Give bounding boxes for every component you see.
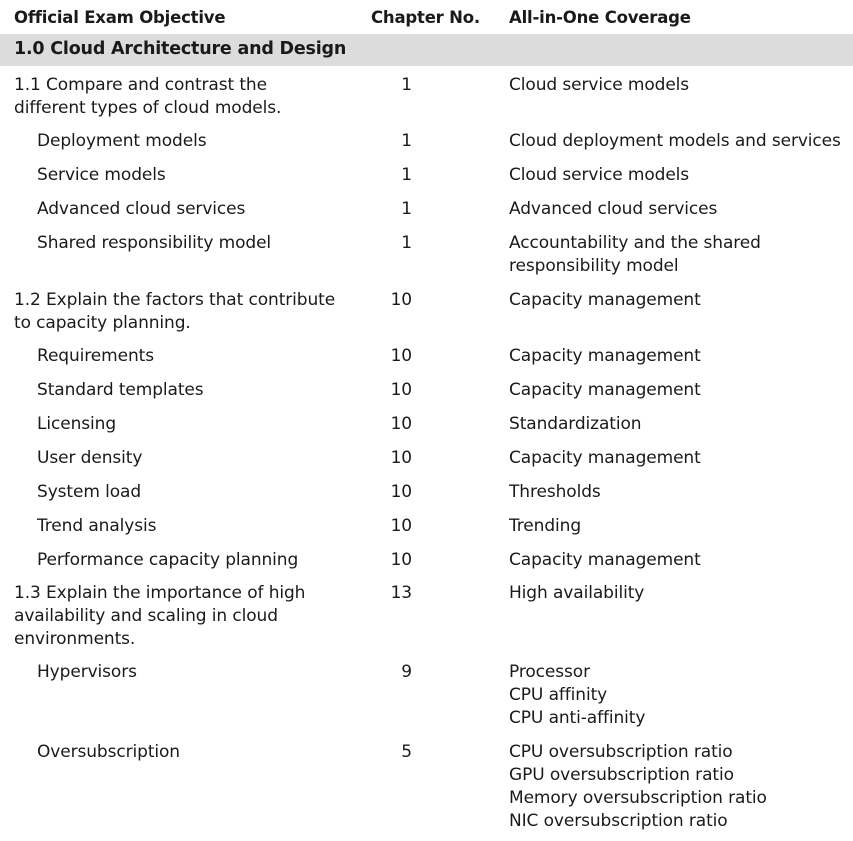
coverage-line: CPU anti-affinity [509,708,646,728]
chapter-cell: 10 [390,550,412,570]
table-row [0,74,853,130]
table-row [0,515,853,549]
objective-cell: 1.3 Explain the importance of high availability and scaling in cloud environments. [14,583,306,649]
chapter-cell: 10 [390,482,412,502]
table-row [0,289,853,345]
coverage-line: Capacity management [509,380,701,400]
coverage-line: Cloud service models [509,75,690,95]
coverage-cell [509,661,853,730]
chapter-cell: 10 [390,414,412,434]
table-body [0,66,853,841]
objective-cell: Shared responsibility model [37,233,272,253]
table-row [0,198,853,232]
coverage-cell [509,582,853,605]
chapter-cell: 1 [401,199,412,219]
header-chapter: Chapter No. [371,8,480,27]
objective-cell: System load [37,482,142,502]
chapter-cell: 1 [401,165,412,185]
table-row [0,661,853,741]
coverage-cell [509,447,853,470]
chapter-cell: 1 [401,131,412,151]
coverage-line: Accountability and the shared [509,233,761,253]
coverage-cell [509,232,853,278]
coverage-line: Processor [509,662,590,682]
table-row [0,413,853,447]
chapter-cell: 10 [390,380,412,400]
coverage-line: Capacity management [509,346,701,366]
coverage-line: Cloud service models [509,165,690,185]
objective-cell: Performance capacity planning [37,550,299,570]
chapter-cell: 1 [401,75,412,95]
coverage-line: CPU oversubscription ratio [509,742,733,762]
objective-cell: Deployment models [37,131,207,151]
coverage-cell [509,379,853,402]
objective-cell: Service models [37,165,166,185]
coverage-line: Standardization [509,414,642,434]
coverage-line: Memory oversubscription ratio [509,788,767,808]
table-row [0,549,853,582]
coverage-line: High availability [509,583,645,603]
header-objective: Official Exam Objective [14,8,226,27]
coverage-cell [509,741,853,833]
coverage-line: Trending [509,516,582,536]
coverage-line: Advanced cloud services [509,199,718,219]
table-row [0,379,853,413]
chapter-cell: 10 [390,516,412,536]
table-header [0,0,853,34]
table-row [0,582,853,661]
table-row [0,232,853,289]
chapter-cell: 13 [390,583,412,603]
chapter-cell: 10 [390,346,412,366]
table-row [0,481,853,515]
coverage-line: responsibility model [509,256,679,276]
objective-cell: Requirements [37,346,154,366]
coverage-line: GPU oversubscription ratio [509,765,734,785]
chapter-cell: 10 [390,290,412,310]
coverage-cell [509,481,853,504]
objective-cell: 1.1 Compare and contrast the different types of cloud models. [14,75,282,118]
objective-cell: Trend analysis [37,516,157,536]
coverage-cell [509,289,853,312]
objective-cell: Advanced cloud services [37,199,246,219]
objective-cell: Hypervisors [37,662,137,682]
coverage-cell [509,549,853,572]
objective-cell: 1.2 Explain the factors that contribute to capacity planning. [14,290,336,333]
chapter-cell: 10 [390,448,412,468]
header-coverage: All-in-One Coverage [509,8,691,27]
objective-cell: Licensing [37,414,117,434]
table-row [0,130,853,164]
section-heading [0,34,853,66]
coverage-line: NIC oversubscription ratio [509,811,728,831]
table-row [0,447,853,481]
section-title: 1.0 Cloud Architecture and Design [14,39,347,59]
coverage-line: Cloud deployment models and services [509,131,841,151]
coverage-cell [509,198,853,221]
coverage-cell [509,413,853,436]
coverage-cell [509,74,853,97]
coverage-cell [509,345,853,368]
chapter-cell: 5 [401,742,412,762]
chapter-cell: 1 [401,233,412,253]
coverage-cell [509,515,853,538]
coverage-line: Capacity management [509,550,701,570]
table-row [0,741,853,841]
coverage-cell [509,164,853,187]
coverage-line: Thresholds [509,482,601,502]
table-row [0,164,853,198]
objective-cell: Standard templates [37,380,204,400]
coverage-cell [509,130,853,153]
objective-cell: User density [37,448,143,468]
table-row [0,345,853,379]
coverage-line: Capacity management [509,448,701,468]
coverage-line: CPU affinity [509,685,608,705]
coverage-line: Capacity management [509,290,701,310]
chapter-cell: 9 [401,662,412,682]
objective-cell: Oversubscription [37,742,180,762]
